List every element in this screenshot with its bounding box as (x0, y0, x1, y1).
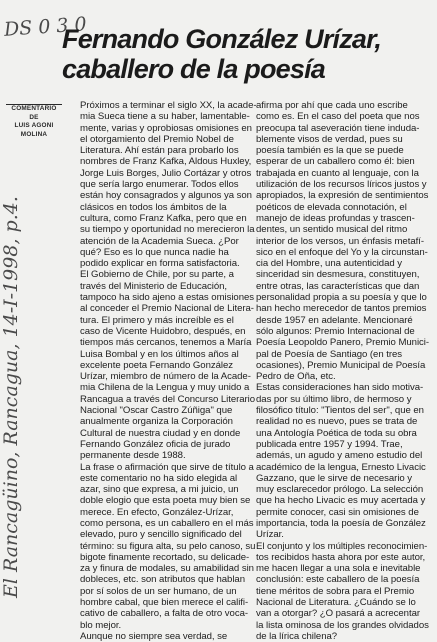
article-text-line: han hecho merecedor de tantos premios (256, 303, 427, 315)
handwritten-catalog-code: DS 0 3 0 (3, 13, 88, 41)
article-text-line: azar, sino que expresa, a mi juicio, un (80, 484, 239, 496)
article-text-line: dentes, un sentido musical del ritmo (256, 224, 408, 236)
article-text-line: filosófico título: "Tientos del ser", que en (256, 405, 424, 417)
byline-line: LUIS AGONI (14, 122, 54, 129)
article-title (62, 24, 434, 84)
article-text-line: Urízar, miembro de número de la Acade- (80, 371, 251, 383)
article-text-line: entre otras, las características que dan (256, 280, 420, 292)
article-text-line: hombre cabal, que bien merece el califi- (80, 597, 249, 609)
article-text-line: término: su figura alta, su pelo canoso, su (80, 540, 256, 552)
article-text-line: por sí solos de un ser humano, de un (80, 585, 237, 597)
article-text-line: tampoco ha sido ajeno a estas omisiones (80, 292, 255, 304)
article-text-line: personalidad propia a su poesía y que lo (256, 292, 427, 304)
article-text-line: anualmente organiza la Corporación (80, 416, 233, 428)
article-text-line: El conjunto y los múltiples reconocimien- (256, 540, 428, 552)
article-text-line: excelente poeta Fernando González (80, 359, 234, 371)
article-text-line: que ha hecho Livacic es muy acertada y (256, 495, 426, 507)
article-text-line: qué? Eso es lo que nunca nadie ha (80, 246, 229, 258)
article-text-line: La frase o afirmación que sirve de título a (80, 461, 254, 473)
article-text-line: tiempos más cercanos, tenemos a María (80, 337, 252, 349)
article-text-line: podido explicar en forma satisfactoria. (80, 258, 240, 270)
article-text-line: za y finura de modales, su amabilidad sin (80, 563, 254, 575)
article-text-line: sico en el enfoque del Yo y la circunstan- (256, 246, 428, 258)
article-text-line: importancia, toda la poesía de González (256, 517, 426, 529)
article-text-line: ocasiones), Premio Municipal de Poesía (256, 359, 426, 371)
article-text-line: interior de los versos, un énfasis metafí- (256, 235, 424, 247)
article-text-line: además, un agudo y ameno estudio del (256, 450, 423, 462)
article-text-line: mente, varias y oprobiosas omisiones en (80, 122, 252, 134)
article-text-line: sólo algunos: Premio Internacional de (256, 325, 415, 337)
article-text-line: apropiados, la expresión de sentimientos (256, 190, 429, 202)
article-text-line: Rancagua a través del Concurso Literario (80, 393, 256, 405)
article-text-line: Nacional "Oscar Castro Zúñiga" que (80, 405, 233, 417)
article-text-line: merece. En efecto, González-Urízar, (80, 506, 234, 518)
article-text-line: blemente visos de verdad, pues su (256, 133, 403, 145)
article-text-line: bigote finamente recortado, su delicade- (80, 551, 250, 563)
byline-line: MOLINA (20, 130, 48, 138)
article-text-line: tos recibidos hasta ahora por este autor, (256, 551, 426, 563)
article-text-line: sinceridad sin desmesura, constituyen, (256, 269, 420, 281)
article-text-line: como persona, es un caballero en el más (80, 517, 254, 529)
article-text-line: una Antología Poética de toda su obra (256, 427, 417, 439)
article-text-line: mia Sueca tiene a su haber, lamentable- (80, 111, 250, 123)
article-text-line: conclusión: este caballero de la poesía (256, 574, 420, 586)
article-text-line: clásicos en todos los ámbitos de la (80, 201, 227, 213)
article-text-line: elevado, puro y sencillo significado del (80, 529, 242, 541)
article-text-line: trabajada en cuanto al lenguaje, con la (256, 167, 419, 179)
article-text-line: afirma por ahí que cada uno escribe (256, 100, 408, 111)
article-text-line: me hacen llegar a una sola e inevitable (256, 563, 421, 575)
article-text-line: están hoy consagrados y algunos ya son (80, 190, 252, 202)
article-text-line: Pedro de Oña, etc. (256, 371, 336, 383)
handwritten-source-note: El Rancagüino, Rancagua, 14-I-1998, p.4. (0, 196, 22, 598)
article-text-line: Nacional de Literatura. ¿Cuándo se lo (256, 597, 416, 609)
article-text-line: Estas consideraciones han sido motiva- (256, 382, 424, 394)
article-text-line: esperar de un caballero como él: bien (256, 156, 415, 168)
article-text-line: blo mejor. (80, 619, 122, 631)
article-text-line: el otorgamiento del Premio Nobel de (80, 133, 234, 145)
article-text-line: permite conocer, casi sin omisiones de (256, 506, 419, 518)
article-text-line: dobleces, etc. son atributos que hablan (80, 574, 245, 586)
article-text-line: como es. En el caso del poeta que nos (256, 111, 420, 123)
article-text-line: Luisa Bombal y en los últimos años al (80, 348, 239, 360)
article-byline (6, 103, 62, 139)
article-text-line: das por su último libro, de hermoso y (256, 393, 412, 405)
article-text-line: permanente desde 1988. (80, 450, 186, 462)
article-text-line: mia Chilena de la Lengua y muy unido a (80, 382, 250, 394)
article-text-line: cia del Hombre, una autenticidad y (256, 258, 403, 270)
article-text-line: este comentario no ha sido elegida al (80, 472, 238, 484)
article-text-line: Urízar. (256, 529, 284, 541)
article-text-line: Gazzano, que le sirve de necesario y (256, 472, 413, 484)
article-text-line: publicada entre 1957 y 1994. Trae, (256, 438, 403, 450)
article-text-line: Fernando González oficia de jurado (80, 438, 231, 450)
article-text-line: Próximos a terminar el siglo XX, la acade- (80, 100, 257, 111)
article-text-line: atención de la Academia Sueca. ¿Por (80, 235, 239, 247)
article-text-line: Literatura. Ahí están para probarlo los (80, 145, 239, 157)
article-text-line: Jorge Luis Borges, Julio Cortázar y otros (80, 167, 252, 179)
article-text-line: Poesía Leopoldo Panero, Premio Munici- (256, 337, 430, 349)
article-text-line: caso de Vicente Huidobro, después, en (80, 325, 246, 337)
article-text-line: que sería largo enumerar. Todos ellos (80, 179, 239, 191)
article-title-line: caballero de la poesía (62, 54, 326, 84)
article-left-column (80, 100, 257, 642)
article-text-line: manejo de ideas profundas y trascen- (256, 212, 415, 224)
article-text-line: realidad no es nuevo, pues se trata de (256, 416, 418, 428)
article-text-line: cativo de caballero, a falta de otro voca- (80, 608, 249, 620)
article-text-line: cultura, como Franz Kafka, pero que en (80, 212, 247, 224)
article-title-line: Fernando González Urízar, (62, 24, 382, 54)
article-text-line: nombres de Franz Kafka, Aldous Huxley, (80, 156, 252, 168)
article-text-line: El Gobierno de Chile, por su parte, a (80, 269, 234, 281)
article-text-line: académico de la lengua, Ernesto Livacic (256, 461, 426, 473)
article-text-line: van a otorgar? ¿O pasará a acrecentar (256, 608, 420, 620)
article-text-line: muy esclarecedor prólogo. La selección (256, 484, 424, 496)
article-text-line: tiene méritos de sobra para el Premio (256, 585, 415, 597)
article-text-line: poesía también es la que se puede (256, 145, 404, 157)
article-text-line: poéticos de elevada connotación, el (256, 201, 407, 213)
article-text-line: tura. El primero y más increíble es el (80, 314, 234, 326)
article-text-line: la lista ominosa de los grandes olvidados (256, 619, 429, 631)
article-text-line: Aunque no siempre sea verdad, se (80, 630, 228, 642)
article-text-line: desde 1957 en adelante. Mencionaré (256, 314, 413, 326)
article-text-line: su tiempo y oportunidad no merecieron la (80, 224, 255, 236)
article-text-line: través del Ministerio de Educación, (80, 280, 228, 292)
article-text-line: doble elogio que esta poeta muy bien se (80, 495, 251, 507)
byline-line: COMENTARIO DE (6, 104, 62, 122)
article-text-line: Cultural de nuestra ciudad y en donde (80, 427, 241, 439)
article-text-line: pal de Poesía de Santiago (en tres (256, 348, 403, 360)
article-text-line: al conceder el Premio Nacional de Litera- (80, 303, 254, 315)
article-right-column (256, 100, 432, 642)
article-text-line: de la lírica chilena? (256, 630, 338, 642)
article-text-line: utilización de los recursos líricos justos y (256, 179, 427, 191)
article-text-line: preocupa tal aseveración tiene induda- (256, 122, 420, 134)
